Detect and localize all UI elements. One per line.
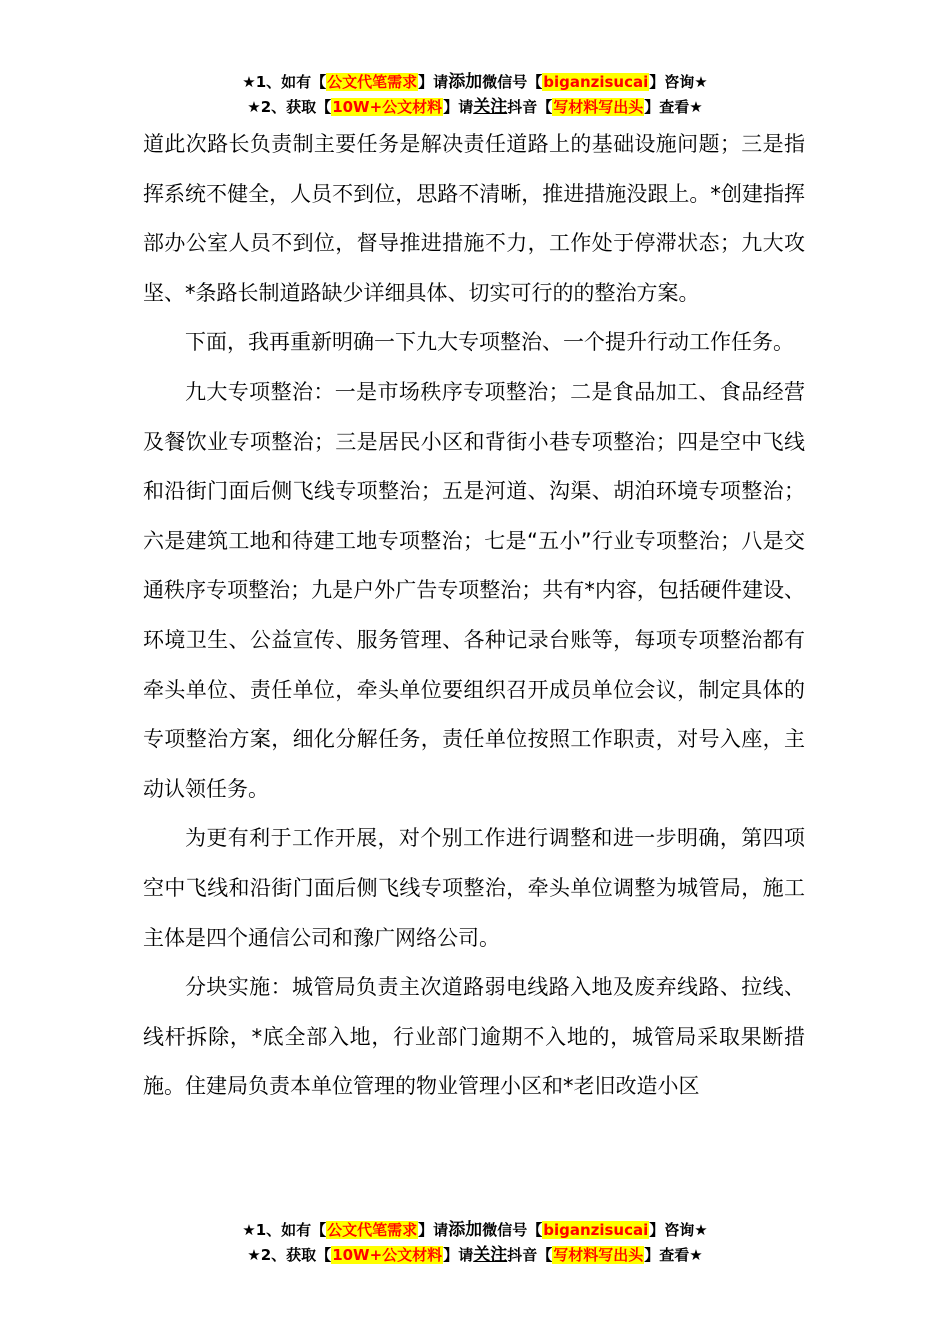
highlight-service: 公文代笔需求 (327, 1221, 418, 1239)
banner-text: 微信号【 (482, 73, 543, 91)
banner-emphasis: 添加 (448, 72, 483, 92)
paragraph-5: 分块实施：城管局负责主次道路弱电线路入地及废弃线路、拉线、线杆拆除，*底全部入地，行业部门逾期不入地的，城管局采取果断措施。住建局负责本单位管理的物业管理小区和*老旧改造小区 (143, 975, 805, 1099)
banner-text: ★2、获取【 (247, 98, 332, 116)
paragraph-1: 道此次路长负责制主要任务是解决责任道路上的基础设施问题；三是指挥系统不健全，人员不到位，思路不清晰，推进措施没跟上。*创建指挥部办公室人员不到位，督导推进措施不力，工作处于停滞状态；九大攻坚、*条路长制道路缺少详细具体、切实可行的的整治方案。 (143, 132, 805, 305)
banner-line-1 (0, 70, 950, 95)
banner-text: 】请 (443, 98, 474, 116)
banner-emphasis: 关注 (473, 1245, 508, 1265)
banner-text: 】咨询★ (649, 73, 708, 91)
highlight-douyin-id: 写材料写出头 (553, 98, 644, 116)
highlight-douyin-id: 写材料写出头 (553, 1246, 644, 1264)
highlight-materials: 10W+公文材料 (332, 1246, 443, 1264)
banner-text: 】请 (418, 1221, 449, 1239)
banner-line-2 (0, 95, 950, 120)
banner-text: 】查看★ (644, 1246, 703, 1264)
footer-line-1 (0, 1218, 950, 1243)
banner-text: ★1、如有【 (242, 73, 327, 91)
banner-emphasis: 添加 (448, 1220, 483, 1240)
banner-text: ★2、获取【 (247, 1246, 332, 1264)
banner-text: 】请 (443, 1246, 474, 1264)
banner-text: 抖音【 (507, 1246, 553, 1264)
paragraph-4: 为更有利于工作开展，对个别工作进行调整和进一步明确，第四项空中飞线和沿街门面后侧飞线专项整治，牵头单位调整为城管局，施工主体是四个通信公司和豫广网络公司。 (143, 826, 805, 950)
banner-text: 】咨询★ (649, 1221, 708, 1239)
document-body (143, 120, 805, 1112)
banner-text: 】请 (418, 73, 449, 91)
highlight-service: 公文代笔需求 (327, 73, 418, 91)
banner-text: 抖音【 (507, 98, 553, 116)
banner-text: 微信号【 (482, 1221, 543, 1239)
highlight-wechat-id: biganzisucai (543, 1221, 649, 1239)
banner-text: 】查看★ (644, 98, 703, 116)
banner-text: ★1、如有【 (242, 1221, 327, 1239)
footer-banner (0, 1218, 950, 1268)
highlight-wechat-id: biganzisucai (543, 73, 649, 91)
paragraph-2: 下面，我再重新明确一下九大专项整治、一个提升行动工作任务。 (185, 330, 794, 355)
banner-emphasis: 关注 (473, 97, 508, 117)
highlight-materials: 10W+公文材料 (332, 98, 443, 116)
header-banner (0, 70, 950, 120)
paragraph-3: 九大专项整治：一是市场秩序专项整治；二是食品加工、食品经营及餐饮业专项整治；三是居民小区和背街小巷专项整治；四是空中飞线和沿街门面后侧飞线专项整治；五是河道、沟渠、胡泊环境专项整治；六是建筑工地和待建工地专项整治；七是“五小”行业专项整治；八是交通秩序专项整治；九是户外广告专项整治；共有*内容，包括硬件建设、环境卫生、公益宣传、服务管理、各种记录台账等，每项专项整治都有牵头单位、责任单位，牵头单位要组织召开成员单位会议，制定具体的专项整治方案，细化分解任务，责任单位按照工作职责，对号入座，主动认领任务。 (143, 379, 805, 801)
footer-line-2 (0, 1243, 950, 1268)
